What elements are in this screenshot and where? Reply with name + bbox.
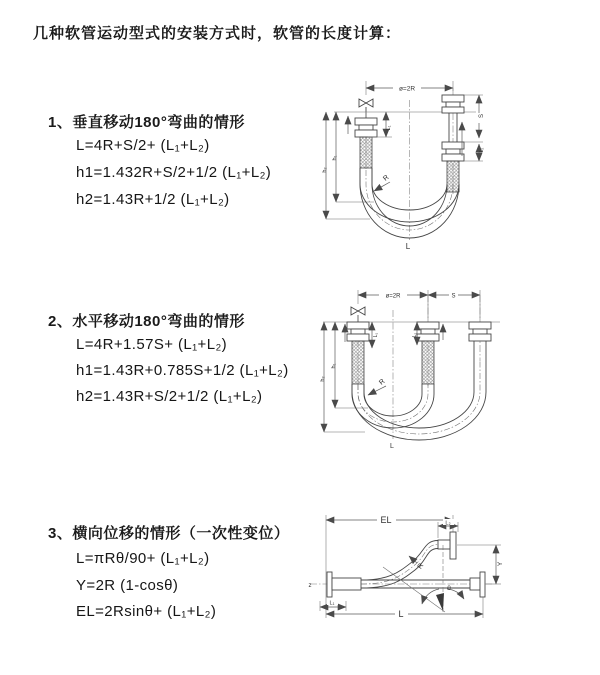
section-3-heading: 3、横向位移的情形（一次性变位）	[48, 525, 290, 542]
section-3-formula-el: EL=2Rsinθ+ (L₁+L₂)	[76, 603, 217, 620]
dim-label-r: R	[416, 562, 426, 571]
dim-label-l: L	[405, 242, 411, 251]
dim-l-bottom	[402, 240, 416, 251]
right-pipe-assembly	[442, 88, 464, 194]
dim-label-l2: L₂	[445, 520, 451, 527]
dim-label-l1: L₁	[386, 125, 392, 131]
dim-l1	[320, 599, 346, 611]
dim-el	[326, 514, 453, 618]
upper-flange	[438, 532, 456, 559]
diagram-lateral-displacement	[298, 495, 600, 653]
section-2-heading: 2、水平移动180°弯曲的情形	[48, 313, 245, 330]
dim-label-h2: h₂	[320, 376, 326, 382]
dim-label-l1: L₁	[373, 332, 379, 338]
section-2-formula-h1: h1=1.43R+0.785S+1/2 (L₁+L₂)	[76, 362, 289, 379]
section-2-formula-h2: h2=1.43R+S/2+1/2 (L₁+L₂)	[76, 388, 263, 405]
section-1-heading: 1、垂直移动180°弯曲的情形	[48, 114, 245, 131]
dim-label-r: R	[378, 378, 387, 387]
dim-l-bottom	[386, 439, 398, 450]
middle-pipe-assembly	[417, 295, 443, 386]
dim-label-el: EL	[380, 515, 392, 525]
dim-span-2r	[366, 81, 453, 95]
dim-label-span: ø=2R	[385, 293, 401, 300]
dim-label-r: R	[382, 174, 391, 183]
dim-l2	[464, 144, 485, 161]
dim-label-l: L	[398, 609, 404, 619]
hose-s-curve	[361, 541, 438, 589]
dim-s	[464, 95, 485, 142]
dim-label-l: L	[390, 443, 394, 450]
section-1-formula-h1: h1=1.432R+S/2+1/2 (L₁+L₂)	[76, 164, 272, 181]
radius-callout	[374, 174, 391, 191]
dim-s	[428, 291, 480, 300]
dim-label-l2: L₂	[479, 147, 485, 153]
radius-callout	[368, 378, 387, 395]
dim-label-h1: h₁	[331, 363, 337, 369]
dim-l-bottom	[326, 597, 483, 619]
dim-l1	[372, 322, 379, 348]
section-1-formula-l: L=4R+S/2+ (L₁+L₂)	[76, 137, 210, 154]
section-3-formula-l: L=πRθ/90+ (L₁+L₂)	[76, 550, 210, 567]
dim-label-z: z	[308, 583, 312, 589]
left-pipe-assembly	[348, 112, 377, 170]
dim-l2	[412, 322, 418, 345]
diagram-vertical-180-bend	[310, 72, 600, 267]
section-1-formula-h2: h2=1.43R+1/2 (L₁+L₂)	[76, 191, 230, 208]
page-title: 几种软管运动型式的安装方式时，软管的长度计算：	[33, 25, 402, 42]
dim-label-span: ø=2R	[398, 85, 416, 93]
diagram-horizontal-180-bend	[310, 282, 600, 457]
dim-label-h2: h₂	[322, 167, 328, 173]
dim-label-l1: L₁	[329, 600, 335, 607]
left-pipe-assembly	[345, 315, 369, 386]
dim-span-2r	[358, 290, 480, 320]
dim-label-theta: θ	[447, 585, 451, 592]
dim-label-s: S	[451, 293, 456, 300]
lower-pipe-assembly	[310, 572, 494, 597]
dim-label-l2: L₂	[412, 332, 418, 338]
dim-label-h1: h₁	[332, 155, 338, 161]
section-3-formula-y: Y=2R (1-cosθ)	[76, 577, 179, 594]
section-2-formula-l: L=4R+1.57S+ (L₁+L₂)	[76, 336, 228, 353]
right-pipe-assembly	[469, 295, 491, 361]
dim-label-y: Y	[497, 561, 504, 567]
dim-label-s: S	[479, 113, 485, 119]
